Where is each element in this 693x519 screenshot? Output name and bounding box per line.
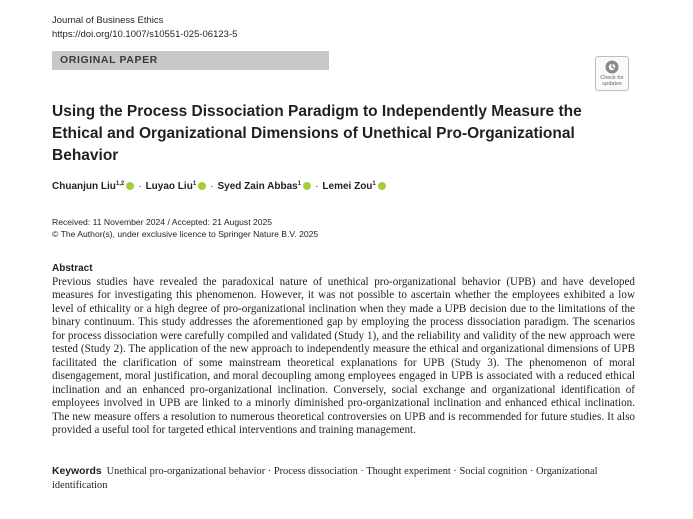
check-for-updates-icon xyxy=(605,60,619,74)
abstract-heading: Abstract xyxy=(52,263,93,274)
orcid-icon[interactable] xyxy=(303,182,311,190)
check-for-updates-label: Check for updates xyxy=(600,75,624,87)
keywords-section xyxy=(52,465,612,493)
doi-link[interactable]: https://doi.org/10.1007/s10551-025-06123-5 xyxy=(52,29,238,40)
author-name[interactable]: Lemei Zou xyxy=(322,181,373,192)
paper-title: Using the Process Dissociation Paradigm to Independently Measure the Ethical and Organizational Dimensions of Unethical Pro-Organizational Behavior xyxy=(52,103,582,164)
author-separator: · xyxy=(138,181,142,192)
author-name[interactable]: Luyao Liu xyxy=(145,181,193,192)
keywords-text: Unethical pro-organizational behavior · Process dissociation · Thought experiment · Social cognition · Organizational identification xyxy=(52,466,598,491)
keywords-label: Keywords xyxy=(52,466,102,477)
author-affiliation: 1,2 xyxy=(115,181,125,187)
author-affiliation: 1 xyxy=(192,181,197,187)
article-type-label: ORIGINAL PAPER xyxy=(60,54,158,66)
author-name[interactable]: Syed Zain Abbas xyxy=(217,181,298,192)
author-separator: · xyxy=(210,181,214,192)
author-separator: · xyxy=(315,181,319,192)
author-affiliation: 1 xyxy=(297,181,302,187)
abstract-body: Previous studies have revealed the paradoxical nature of unethical pro-organizational behavior (UPB) and have developed measures for investigating this phenomenon. However, it was not possible to ascertain whether the employees exhibited a low level of ethicality or a high degree of pro-organizational inclination when they made a UPB decision due to the limitations of the binary continuum. This study addresses the aforementioned gap by employing the process dissociation paradigm. The scenarios for process dissociation were carefully compiled and validated (Study 1), and the reliability and validity of the new approach were tested (Study 2). The application of the new approach to independently measure the ethical and organizational dimensions of UPB facilitated the clarification of some mainstream theoretical explanations for UPB (Study 3). The phenomenon of moral disengagement, moral justification, and moral decoupling among employees engaged in UPB is associated with a reduced ethical inclination and an enhanced pro-organizational inclination. Conversely, social exchange and organizational identification of employees involved in UPB are linked to a minorly diminished pro-organizational inclination and enhanced ethical inclination. The new measure offers a resolution to numerous theoretical controversies on UPB and is recommended for future studies. It also provided a useful tool for targeted ethical interventions and training management. xyxy=(52,276,635,436)
author-list xyxy=(52,181,386,192)
copyright-notice: © The Author(s), under exclusive licence to Springer Nature B.V. 2025 xyxy=(52,229,319,239)
article-type-banner xyxy=(52,51,329,70)
orcid-icon[interactable] xyxy=(198,182,206,190)
journal-name: Journal of Business Ethics xyxy=(52,15,164,26)
received-accepted-dates: Received: 11 November 2024 / Accepted: 21 August 2025 xyxy=(52,217,273,227)
check-for-updates-button[interactable] xyxy=(595,56,629,91)
orcid-icon[interactable] xyxy=(126,182,134,190)
orcid-icon[interactable] xyxy=(378,182,386,190)
author-name[interactable]: Chuanjun Liu xyxy=(52,181,116,192)
author-affiliation: 1 xyxy=(372,181,376,187)
